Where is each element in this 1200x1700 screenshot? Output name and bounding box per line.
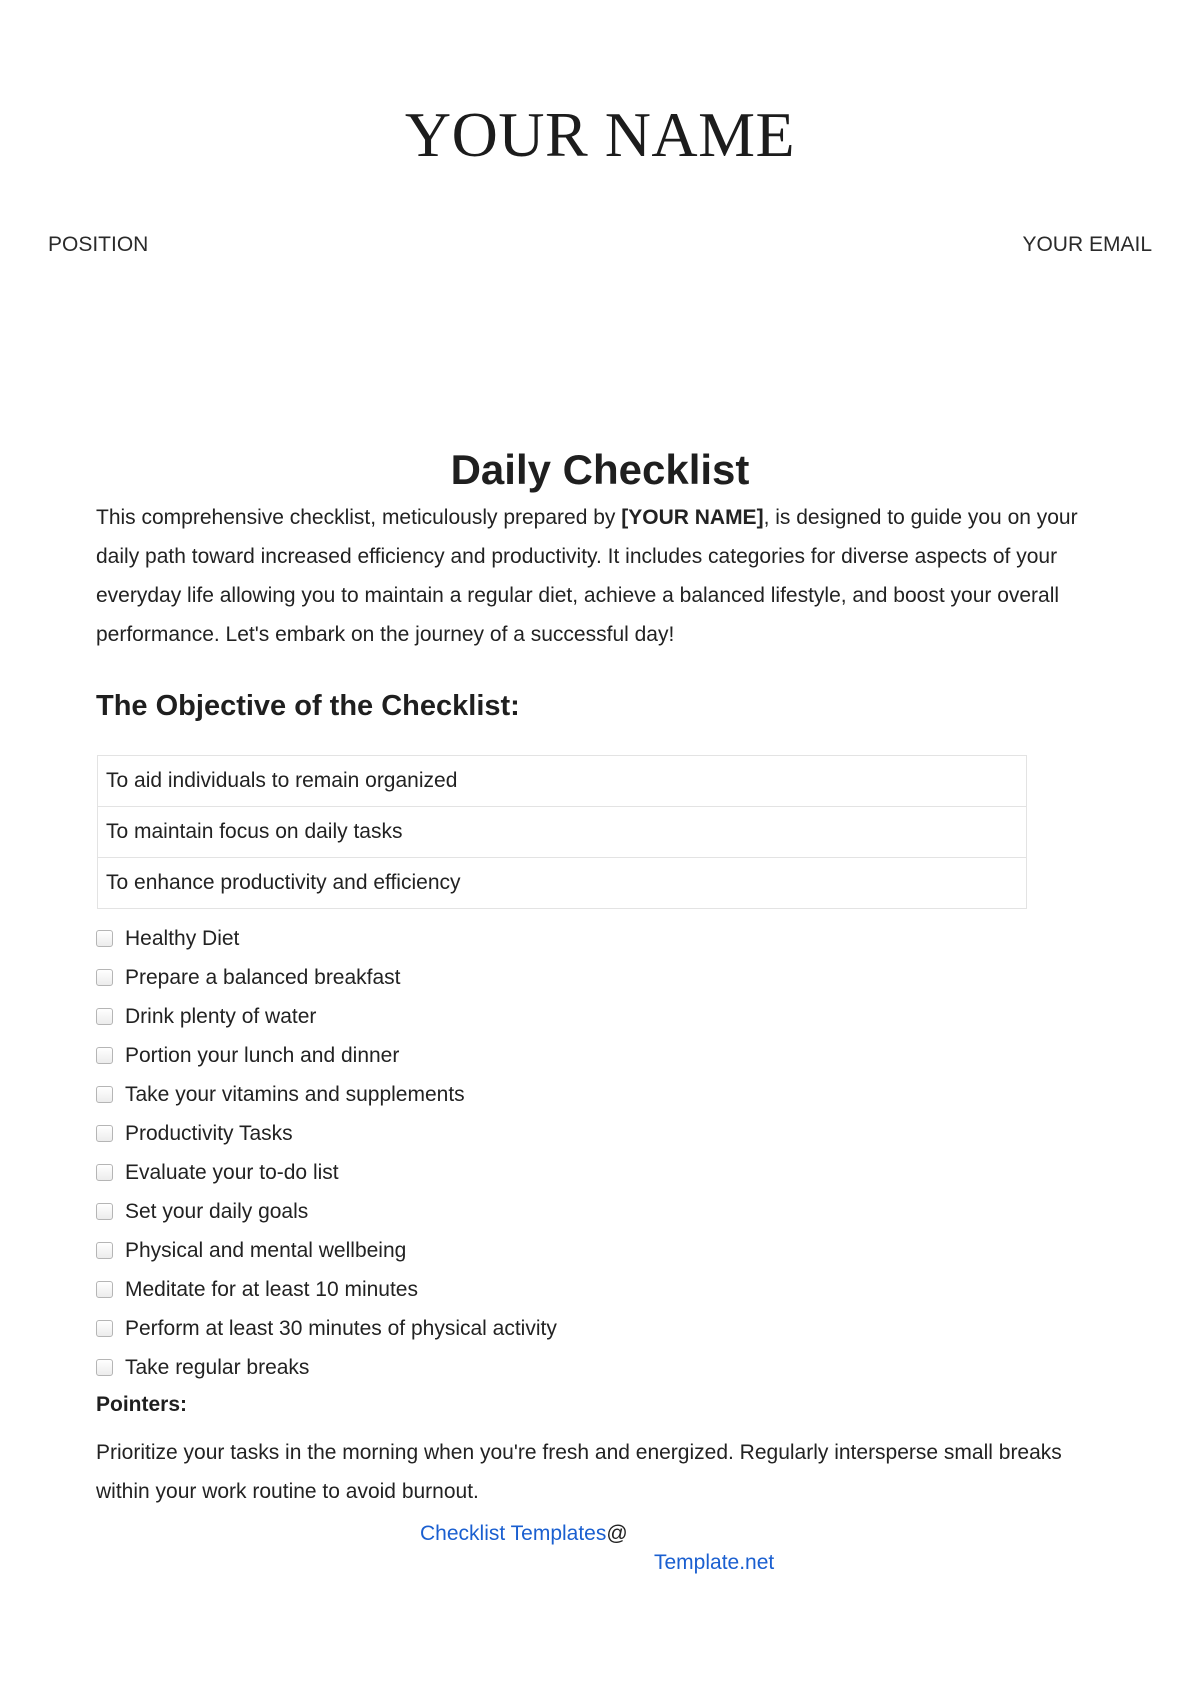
email-label: YOUR EMAIL [1022,233,1152,256]
checklist-item [96,1075,557,1114]
footer-line-1 [420,1522,628,1546]
checklist-item [96,1348,557,1387]
checkbox[interactable] [96,1242,113,1259]
position-label: POSITION [48,233,149,256]
document-title: Daily Checklist [450,446,750,493]
pointers-label: Pointers: [96,1393,188,1416]
checklist-item-label: Drink plenty of water [125,1004,317,1028]
pointers-text: Prioritize your tasks in the morning when you're fresh and energized. Regularly intersperse small breaks within your work routine to avoid burnout. [96,1441,1062,1503]
checkbox[interactable] [96,1164,113,1181]
checkbox[interactable] [96,1047,113,1064]
checklist-item-label: Productivity Tasks [125,1121,293,1145]
objective-table [97,755,1027,909]
table-row [98,756,1027,807]
checklist-item [96,1192,557,1231]
checkbox[interactable] [96,969,113,986]
intro-paragraph [96,498,1106,654]
objective-cell: To aid individuals to remain organized [98,756,1027,807]
checklist-item [96,1231,557,1270]
daily-checklist [96,919,557,1387]
checkbox[interactable] [96,1008,113,1025]
checklist-item [96,997,557,1036]
footer-line-2 [654,1551,774,1575]
checklist-item-label: Evaluate your to-do list [125,1160,339,1184]
intro-text-start: This comprehensive checklist, meticulously prepared by [96,506,622,529]
table-row [98,858,1027,909]
checklist-item-label: Physical and mental wellbeing [125,1238,407,1262]
checkbox[interactable] [96,1125,113,1142]
checklist-item [96,1036,557,1075]
checklist-item [96,958,557,997]
checklist-item-label: Meditate for at least 10 minutes [125,1277,418,1301]
at-sign: @ [606,1522,628,1545]
checklist-item-label: Set your daily goals [125,1199,309,1223]
checkbox[interactable] [96,1320,113,1337]
checkbox[interactable] [96,1359,113,1376]
objective-heading: The Objective of the Checklist: [96,690,520,722]
template-net-link[interactable]: Template.net [654,1551,775,1574]
checkbox[interactable] [96,1281,113,1298]
checklist-templates-link[interactable]: Checklist Templates [420,1522,607,1545]
checklist-item [96,919,557,958]
checkbox[interactable] [96,930,113,947]
table-row [98,807,1027,858]
checkbox[interactable] [96,1203,113,1220]
checklist-item-label: Prepare a balanced breakfast [125,965,401,989]
checklist-item [96,1270,557,1309]
checklist-item [96,1114,557,1153]
intro-author-name: [YOUR NAME] [621,506,764,529]
checklist-item-label: Portion your lunch and dinner [125,1043,400,1067]
objective-cell: To enhance productivity and efficiency [98,858,1027,909]
checklist-item-label: Perform at least 30 minutes of physical activity [125,1316,557,1340]
page-header-name: YOUR NAME [404,99,796,170]
checkbox[interactable] [96,1086,113,1103]
checklist-item-label: Healthy Diet [125,926,240,950]
objective-cell: To maintain focus on daily tasks [98,807,1027,858]
checklist-item-label: Take regular breaks [125,1355,310,1379]
checklist-item [96,1309,557,1348]
intro-text-end: , is designed to guide you on your daily path toward increased efficiency and productivity. It includes categories for diverse aspects of your everyday life allowing you to maintain a regular diet, achieve a balanced lifestyle, and boost your overall performance. Let's embark on the journey of a successful day! [96,506,1078,646]
checklist-item [96,1153,557,1192]
checklist-item-label: Take your vitamins and supplements [125,1082,465,1106]
